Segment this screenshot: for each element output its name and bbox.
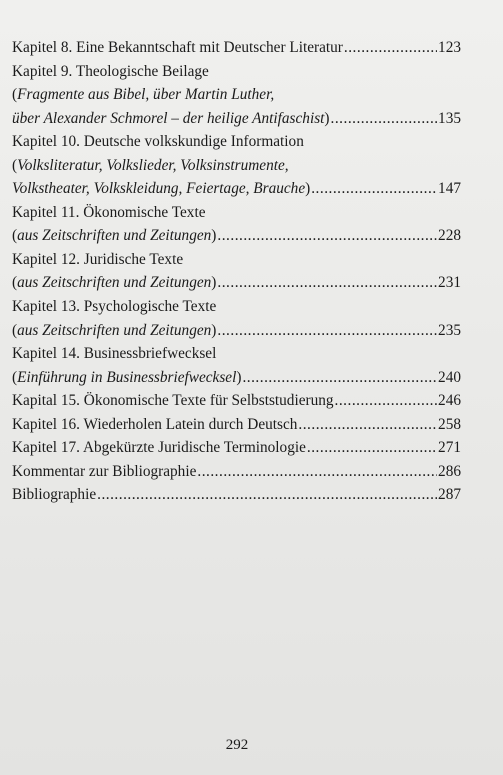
toc-line bbox=[12, 201, 461, 225]
chapter-title: Kapitel 14. Businessbriefwecksel bbox=[12, 345, 217, 363]
toc-line bbox=[12, 177, 461, 201]
toc-entry-text bbox=[12, 295, 216, 319]
toc-entry-text bbox=[12, 389, 334, 413]
chapter-title: Bibliographie bbox=[12, 486, 97, 504]
chapter-title: Kapitel 17. Abgekürzte Juridische Terminologie bbox=[12, 439, 306, 457]
open-paren: ( bbox=[12, 227, 18, 245]
toc-entry-text bbox=[12, 366, 241, 390]
toc-line bbox=[12, 60, 461, 84]
chapter-subtitle: aus Zeitschriften und Zeitungen bbox=[17, 227, 212, 245]
toc-line bbox=[12, 271, 461, 295]
chapter-title: Kapitel 10. Deutsche volkskundige Information bbox=[12, 133, 304, 151]
toc-entry-text bbox=[12, 342, 216, 366]
dot-leader bbox=[217, 319, 437, 343]
close-paren: ) bbox=[305, 180, 311, 198]
toc-line bbox=[12, 366, 461, 390]
chapter-subtitle: Einführung in Businessbriefwecksel bbox=[17, 368, 237, 386]
toc-page-number: 240 bbox=[438, 368, 461, 386]
close-paren: ) bbox=[211, 227, 217, 245]
chapter-subtitle: aus Zeitschriften und Zeitungen bbox=[17, 321, 212, 339]
chapter-title: Kapitel 9. Theologische Beilage bbox=[12, 62, 209, 80]
toc-page-number: 228 bbox=[438, 227, 461, 245]
chapter-subtitle: Fragmente aus Bibel, über Martin Luther, bbox=[17, 86, 275, 104]
open-paren: ( bbox=[12, 321, 18, 339]
dot-leader bbox=[242, 366, 437, 390]
open-paren: ( bbox=[12, 274, 18, 292]
open-paren: ( bbox=[12, 86, 18, 104]
open-paren: ( bbox=[12, 368, 18, 386]
toc-page-number: 246 bbox=[438, 392, 461, 410]
dot-leader bbox=[197, 460, 437, 484]
toc-entry-text bbox=[12, 107, 330, 131]
toc-entry-text bbox=[12, 436, 306, 460]
toc-page-number: 258 bbox=[438, 415, 461, 433]
toc-page-number: 231 bbox=[438, 274, 461, 292]
toc-entry-text bbox=[12, 319, 216, 343]
toc-line bbox=[12, 460, 461, 484]
toc-entry-text bbox=[12, 83, 274, 107]
dot-leader bbox=[335, 389, 438, 413]
open-paren: ( bbox=[12, 156, 18, 174]
toc-line bbox=[12, 436, 461, 460]
toc-line bbox=[12, 342, 461, 366]
toc-line bbox=[12, 83, 461, 107]
dot-leader bbox=[307, 436, 437, 460]
chapter-title: Kapitel 16. Wiederholen Latein durch Deutsch bbox=[12, 415, 298, 433]
toc-entry-text bbox=[12, 130, 304, 154]
toc-line bbox=[12, 389, 461, 413]
toc-line bbox=[12, 107, 461, 131]
toc-entry-text bbox=[12, 154, 289, 178]
chapter-title: Kapitel 13. Psychologische Texte bbox=[12, 298, 217, 316]
chapter-title: Kapitel 12. Juridische Texte bbox=[12, 250, 184, 268]
chapter-title: Kommentar zur Bibliographie bbox=[12, 462, 197, 480]
close-paren: ) bbox=[324, 109, 330, 127]
dot-leader bbox=[311, 177, 437, 201]
dot-leader bbox=[217, 224, 437, 248]
dot-leader bbox=[331, 107, 438, 131]
dot-leader bbox=[298, 413, 437, 437]
chapter-title: Kapitel 8. Eine Bekanntschaft mit Deutscher Literatur bbox=[12, 39, 343, 56]
toc-entry-text bbox=[12, 201, 206, 225]
chapter-title: Kapital 15. Ökonomische Texte für Selbststudierung bbox=[12, 392, 334, 410]
close-paren: ) bbox=[211, 321, 217, 339]
toc-entry-text bbox=[12, 413, 297, 437]
dot-leader bbox=[344, 36, 437, 60]
toc-page-number: 271 bbox=[438, 439, 461, 457]
toc-line bbox=[12, 413, 461, 437]
toc-line bbox=[12, 483, 461, 507]
toc-page-number: 147 bbox=[438, 180, 461, 198]
toc-entry-text bbox=[12, 177, 310, 201]
toc-entry-text bbox=[12, 483, 96, 507]
toc-page-number: 287 bbox=[438, 486, 461, 504]
toc-line bbox=[12, 319, 461, 343]
toc-entry-text bbox=[12, 60, 209, 84]
toc-line bbox=[12, 224, 461, 248]
close-paren: ) bbox=[236, 368, 242, 386]
toc-page-number: 135 bbox=[438, 109, 461, 127]
chapter-title: Kapitel 11. Ökonomische Texte bbox=[12, 203, 206, 221]
dot-leader bbox=[217, 271, 437, 295]
toc-entry-text bbox=[12, 224, 216, 248]
toc-page-number: 286 bbox=[438, 462, 461, 480]
chapter-subtitle: Volkstheater, Volkskleidung, Feiertage, Brauche bbox=[12, 180, 306, 198]
toc-line bbox=[12, 154, 461, 178]
toc-entry-text bbox=[12, 271, 216, 295]
toc-entry-text bbox=[12, 36, 343, 60]
toc-line bbox=[12, 295, 461, 319]
dot-leader bbox=[97, 483, 437, 507]
chapter-subtitle: über Alexander Schmorel – der heilige Antifaschist bbox=[12, 109, 325, 127]
table-of-contents bbox=[12, 36, 461, 507]
toc-entry-text bbox=[12, 460, 196, 484]
chapter-subtitle: aus Zeitschriften und Zeitungen bbox=[17, 274, 212, 292]
toc-page-number: 123 bbox=[438, 39, 461, 56]
toc-line bbox=[12, 36, 461, 60]
close-paren: ) bbox=[211, 274, 217, 292]
toc-line bbox=[12, 130, 461, 154]
toc-line bbox=[12, 248, 461, 272]
toc-entry-text bbox=[12, 248, 183, 272]
chapter-subtitle: Volksliteratur, Volkslieder, Volksinstrumente, bbox=[17, 156, 289, 174]
page-number: 292 bbox=[225, 737, 249, 753]
toc-page-number: 235 bbox=[438, 321, 461, 339]
